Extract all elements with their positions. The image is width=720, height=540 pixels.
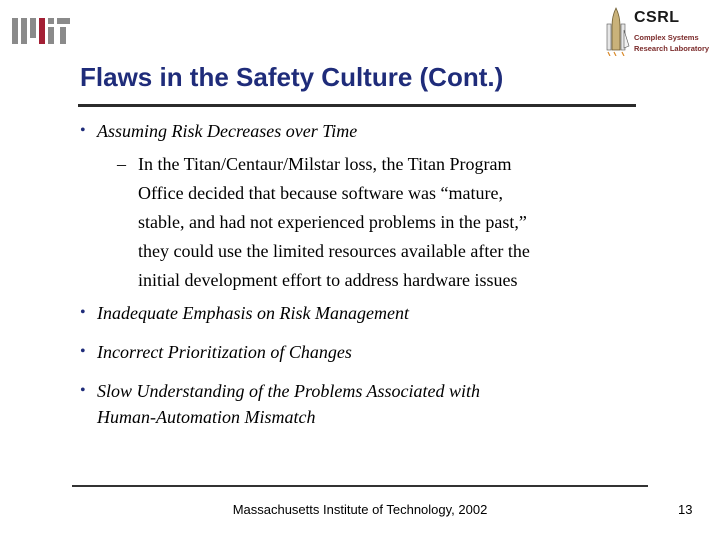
sub-bullet-line: initial development effort to address hardware issues	[138, 270, 518, 290]
bullet-text	[97, 303, 409, 329]
sub-bullet-line: In the Titan/Centaur/Milstar loss, the Titan Program	[138, 154, 512, 174]
mit-logo-icon	[12, 14, 70, 48]
bullet-line: Slow Understanding of the Problems Associated with	[97, 381, 480, 401]
dash-icon: –	[117, 154, 126, 174]
sub-bullet-line: they could use the limited resources available after the	[138, 241, 530, 261]
bullet-line: Human-Automation Mismatch	[97, 407, 316, 427]
bullet-text	[97, 121, 357, 147]
bullet-text	[97, 381, 480, 433]
space-shuttle-icon	[604, 6, 630, 56]
bullet-icon: •	[80, 343, 86, 360]
mit-logo	[12, 14, 70, 48]
bullet-line: Incorrect Prioritization of Changes	[97, 342, 352, 362]
csrl-title: CSRL	[634, 9, 680, 26]
bullet-line: Inadequate Emphasis on Risk Management	[97, 303, 409, 323]
bullet-line: Assuming Risk Decreases over Time	[97, 121, 358, 141]
bullet-icon: •	[80, 122, 86, 139]
sub-bullet-line: Office decided that because software was “mature,	[138, 183, 503, 203]
slide-title: Flaws in the Safety Culture (Cont.)	[80, 62, 504, 92]
bullet-icon: •	[80, 382, 86, 399]
footer-institution: Massachusetts Institute of Technology, 2002	[232, 502, 488, 517]
csrl-subtitle-line1: Complex Systems	[634, 33, 699, 42]
bullet-text	[97, 342, 352, 368]
csrl-subtitle-line2: Research Laboratory	[634, 44, 710, 53]
title-underline	[78, 104, 636, 107]
sub-bullet-line: stable, and had not experienced problems in the past,”	[138, 212, 527, 232]
sub-bullet-text	[138, 150, 530, 295]
page-number: 13	[678, 502, 693, 517]
bullet-icon: •	[80, 304, 86, 321]
footer-rule	[72, 485, 648, 487]
csrl-logo	[604, 6, 716, 56]
